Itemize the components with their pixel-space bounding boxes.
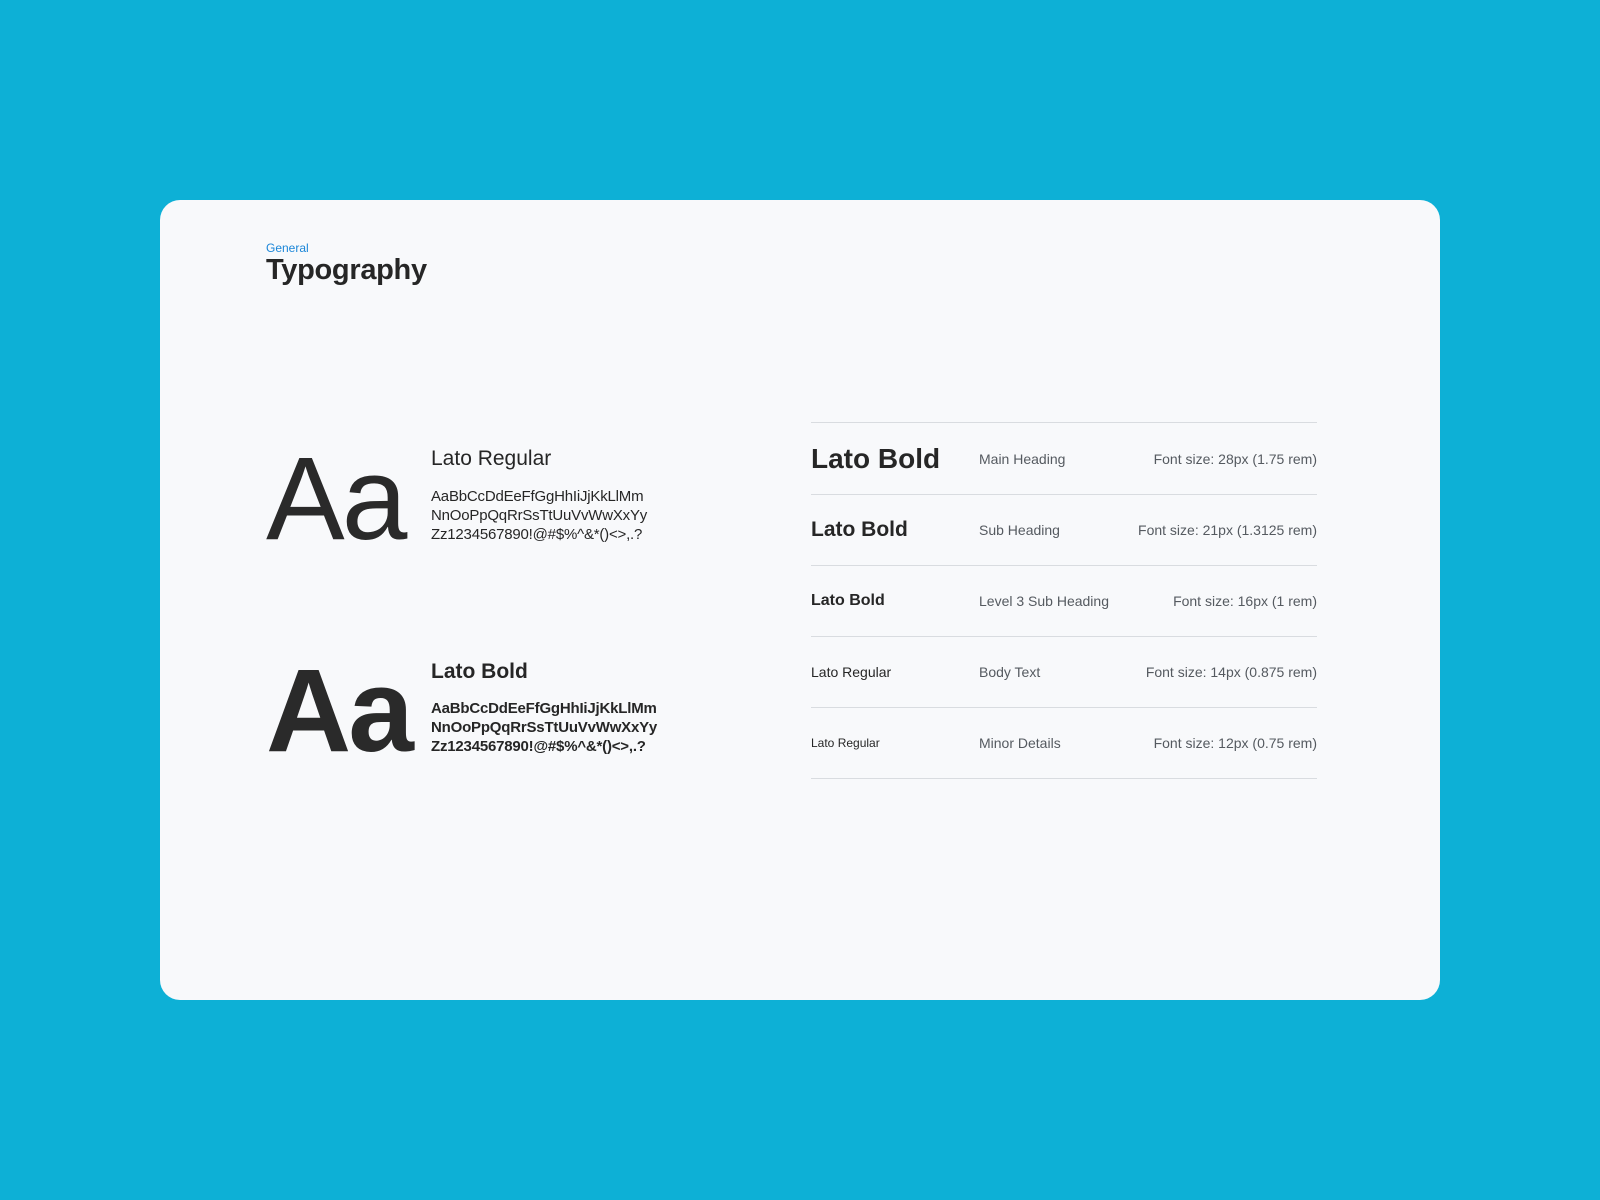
type-size: Font size: 28px (1.75 rem) xyxy=(1153,450,1317,467)
type-scale-row xyxy=(811,423,1317,495)
type-sample: Lato Regular xyxy=(811,736,880,750)
specimen-character-set xyxy=(431,487,647,544)
character-line: Zz1234567890!@#$%^&*()<>,.? xyxy=(431,738,646,755)
type-size: Font size: 14px (0.875 rem) xyxy=(1145,664,1317,680)
type-scale-row xyxy=(811,495,1317,566)
character-line: NnOoPpQqRrSsTtUuVvWwXxYy xyxy=(431,719,658,736)
type-sample: Lato Regular xyxy=(811,664,892,680)
typography-card xyxy=(160,200,1440,1000)
type-role: Sub Heading xyxy=(979,522,1060,538)
type-sample: Lato Bold xyxy=(811,442,941,474)
character-line: AaBbCcDdEeFfGgHhIiJjKkLlMm xyxy=(431,488,644,505)
character-line: Zz1234567890!@#$%^&*()<>,.? xyxy=(431,526,643,543)
type-scale-row xyxy=(811,637,1317,708)
type-scale-table xyxy=(811,422,1317,779)
page-title: Typography xyxy=(266,254,427,286)
character-line: AaBbCcDdEeFfGgHhIiJjKkLlMm xyxy=(431,700,657,717)
specimen-font-name: Lato Bold xyxy=(431,660,528,683)
type-sample: Lato Bold xyxy=(811,518,908,541)
specimen-font-name: Lato Regular xyxy=(431,447,552,470)
character-line: NnOoPpQqRrSsTtUuVvWwXxYy xyxy=(431,507,648,524)
specimen-glyph: Aa xyxy=(266,645,411,777)
type-role: Body Text xyxy=(979,664,1041,680)
type-scale-row xyxy=(811,566,1317,637)
type-size: Font size: 16px (1 rem) xyxy=(1173,593,1317,609)
type-sample: Lato Bold xyxy=(811,592,885,609)
section-eyebrow: General xyxy=(266,241,309,255)
type-role: Level 3 Sub Heading xyxy=(979,593,1109,609)
type-scale-row xyxy=(811,708,1317,779)
type-size: Font size: 12px (0.75 rem) xyxy=(1153,735,1317,751)
type-role: Main Heading xyxy=(979,450,1066,467)
type-role: Minor Details xyxy=(979,735,1061,751)
type-size: Font size: 21px (1.3125 rem) xyxy=(1138,522,1317,538)
specimen-glyph: Aa xyxy=(266,433,405,565)
specimen-character-set xyxy=(431,699,657,756)
